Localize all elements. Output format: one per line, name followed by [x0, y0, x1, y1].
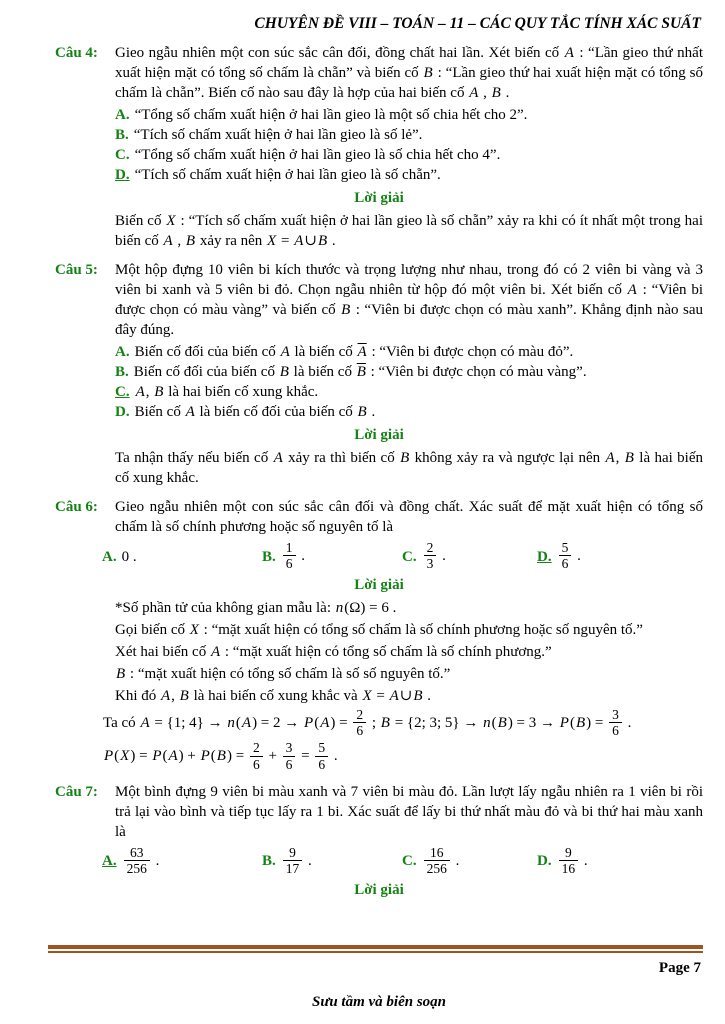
option-value: 0 . — [121, 548, 137, 565]
question-number: Câu 5: — [55, 262, 98, 278]
document-header — [55, 14, 701, 34]
options-row — [102, 846, 703, 877]
header-title: CHUYÊN ĐỀ VIII – TOÁN – 11 – CÁC QUY TẮC TÍNH XÁC SUẤT — [254, 15, 701, 32]
math-variable: $\overline{A}$ — [357, 344, 367, 360]
question-row — [55, 260, 703, 340]
page-footer — [0, 945, 725, 1012]
option-letter: C. — [115, 147, 130, 163]
math-variable: B — [575, 715, 586, 732]
math-variable: X — [166, 213, 176, 229]
math-variable: P — [559, 715, 569, 732]
solution-formula: Ta có A = {1; 4} → n(A) = 2 → P(A) = $\frac{2}{6}$ ; B = {2; 3; 5} → n(B) = 3 → P(B) = $\frac{3}{6}$ . — [103, 707, 632, 739]
math-variable: A — [605, 450, 615, 466]
math-variable: B — [491, 85, 501, 101]
math-variable: P — [304, 715, 314, 732]
fraction: $\frac{5}{6}$ — [559, 540, 572, 571]
option-c — [115, 145, 703, 165]
math-variable: A — [627, 282, 637, 298]
option-letter: D. — [537, 548, 552, 565]
question-block-5 — [0, 260, 725, 488]
fraction: $\frac{3}{6}$ — [609, 707, 622, 738]
math-variable: B — [341, 302, 351, 318]
math-variable: X — [362, 688, 372, 705]
option-value: $\frac{9}{16}$ . — [557, 846, 588, 877]
option-value: $\frac{2}{3}$ . — [422, 541, 446, 572]
math-variable: X — [189, 622, 199, 639]
option-a — [102, 547, 262, 567]
option-d — [537, 541, 581, 572]
option-value: $\frac{1}{6}$ . — [281, 541, 305, 572]
solution-heading: Lời giải — [354, 427, 404, 443]
math-variable: B — [423, 65, 433, 81]
question-block-6 — [0, 497, 725, 773]
math-variable: P — [200, 748, 210, 765]
option-letter: A. — [102, 548, 117, 565]
math-variable: A — [140, 715, 150, 732]
solution-heading: Lời giải — [354, 881, 404, 898]
solution-paragraph: Xét hai biến cố A : “mặt xuất hiện có tổng số chấm là số chính phương.” — [115, 644, 552, 661]
fraction: $\frac{63}{256}$ — [124, 845, 150, 876]
math-variable: B — [185, 233, 196, 249]
solution-paragraph: Biến cố X : “Tích số chấm xuất hiện ở hai lần gieo là số chẵn” xảy ra khi có ít nhất một trong hai biến cố A , B xảy ra nên X = A∪B . — [115, 213, 703, 249]
option-letter: C. — [402, 548, 417, 565]
option-letter: A. — [102, 853, 117, 870]
solution-heading: Lời giải — [354, 190, 404, 206]
math-variable: B — [216, 748, 226, 765]
math-variable: A — [185, 404, 195, 420]
option-b — [115, 125, 703, 145]
solution — [103, 598, 703, 772]
math-variable: n — [227, 715, 235, 732]
option-letter: D. — [537, 853, 552, 870]
solution — [115, 211, 703, 251]
option-letter: D. — [115, 167, 130, 183]
math-variable: A — [469, 85, 479, 101]
option-b — [115, 362, 703, 382]
option-a — [102, 846, 262, 877]
option-c — [402, 846, 537, 877]
fraction: $\frac{9}{17}$ — [283, 845, 303, 876]
footer-rule — [48, 945, 703, 953]
math-variable: A — [294, 233, 304, 249]
option-letter: B. — [262, 853, 276, 870]
question-block-4 — [0, 43, 725, 251]
question-text: Gieo ngẫu nhiên một con súc sắc cân đối và đồng chất. Xác suất để mặt xuất hiện có tổng số chấm là số chính phương hoặc số nguyên tố là — [115, 499, 703, 535]
question-row — [55, 43, 703, 103]
question-text: Một bình đựng 9 viên bi màu xanh và 7 viên bi màu đỏ. Lần lượt lấy ngẫu nhiên ra 1 viên bi rồi trả lại vào bình và tiếp tục lấy ra 1 bi. Xác suất để lấy bi thứ nhất màu đỏ và bi thứ hai màu xanh là — [115, 783, 703, 840]
question-text: Gieo ngẫu nhiên một con súc sắc cân đối, đồng chất hai lần. Xét biến cố A : “Lần gieo thứ nhất xuất hiện mặt có tổng số chấm là chẵn” và biến cố B : “Lần gieo thứ hai xuất hiện mặt có tổng số chấm là chẵn”. Biến cố nào sau đây là hợp của hai biến cố A , B . — [115, 45, 703, 101]
option-letter: C. — [402, 853, 417, 870]
solution-paragraph: Khi đó A, B là hai biến cố xung khắc và X = A∪B . — [115, 688, 432, 705]
fraction: $\frac{9}{16}$ — [559, 845, 579, 876]
math-variable: A — [320, 715, 330, 732]
fraction: $\frac{3}{6}$ — [283, 740, 296, 771]
option-text: Biến cố đối của biến cố B là biến cố $\overline{B}$ : “Viên bi được chọn có màu vàng”. — [133, 364, 587, 380]
option-d — [537, 846, 588, 877]
math-variable: A — [168, 748, 178, 765]
page-number: Page 7 — [658, 960, 701, 976]
option-value: $\frac{16}{256}$ . — [422, 846, 460, 877]
question-text: Một hộp đựng 10 viên bi kích thước và trọng lượng như nhau, trong đó có 2 viên bi vàng và 3 viên bi xanh và 5 viên bi đỏ. Chọn ngẫu nhiên từ hộp đó một viên bi. Xét biến cố A : “Viên bi được chọn có màu vàng” và biến cố B : “Viên bi được chọn có màu xanh”. Khẳng định nào sau đây đúng. — [115, 262, 703, 338]
math-variable: B — [317, 233, 328, 249]
option-b — [262, 846, 402, 877]
fraction: $\frac{16}{256}$ — [424, 845, 450, 876]
option-text: Biến cố đối của biến cố A là biến cố $\overline{A}$ : “Viên bi được chọn có màu đỏ”. — [134, 344, 574, 360]
option-value: $\frac{5}{6}$ . — [557, 541, 581, 572]
math-variable: A — [273, 450, 283, 466]
math-variable: B — [413, 688, 423, 705]
fraction: $\frac{2}{6}$ — [250, 740, 263, 771]
solution-paragraph: *Số phần tử của không gian mẫu là: n(Ω) = 6 . — [115, 600, 397, 617]
option-text: Biến cố A là biến cố đối của biến cố B . — [134, 404, 376, 420]
option-c — [115, 382, 703, 402]
math-variable: A — [210, 644, 221, 661]
options-list — [115, 105, 703, 185]
fraction: $\frac{2}{6}$ — [353, 707, 366, 738]
option-letter: B. — [262, 548, 276, 565]
option-a — [115, 105, 703, 125]
math-variable: B — [400, 450, 410, 466]
math-variable: B — [179, 688, 189, 705]
math-variable: P — [104, 748, 114, 765]
math-variable: $\overline{B}$ — [356, 364, 366, 380]
question-number: Câu 7: — [55, 783, 98, 800]
math-variable: A — [241, 715, 252, 732]
math-variable: B — [380, 715, 390, 732]
option-c — [402, 541, 537, 572]
math-variable: B — [497, 715, 507, 732]
option-text: “Tổng số chấm xuất hiện ở hai lần gieo là số chia hết cho 4”. — [134, 147, 501, 163]
option-letter: B. — [115, 127, 129, 143]
option-text: “Tích số chấm xuất hiện ở hai lần gieo là số lẻ”. — [133, 127, 423, 143]
math-variable: B — [116, 666, 126, 683]
option-d — [115, 402, 703, 422]
math-variable: P — [152, 748, 162, 765]
option-letter: A. — [115, 107, 130, 123]
option-value: $\frac{9}{17}$ . — [281, 846, 312, 877]
math-variable: A — [280, 344, 290, 360]
question-row — [55, 782, 703, 842]
option-a — [115, 342, 703, 362]
question-number: Câu 4: — [55, 45, 98, 61]
option-letter: B. — [115, 364, 129, 380]
solution-paragraph: B : “mặt xuất hiện có tổng số chấm là số số nguyên tố.” — [116, 666, 451, 683]
math-variable: n — [483, 715, 491, 732]
solution-paragraph: Ta nhận thấy nếu biến cố A xảy ra thì biến cố B không xảy ra và ngược lại nên A, B là hai biến cố xung khắc. — [115, 450, 703, 486]
option-text: “Tổng số chấm xuất hiện ở hai lần gieo là một số chia hết cho 2”. — [134, 107, 528, 123]
math-variable: A — [135, 384, 145, 400]
solution-heading: Lời giải — [354, 577, 404, 594]
math-variable: A — [163, 233, 173, 249]
question-block-7 — [0, 782, 725, 900]
option-letter: A. — [115, 344, 130, 360]
option-text: “Tích số chấm xuất hiện ở hai lần gieo là số chẵn”. — [134, 167, 441, 183]
question-number: Câu 6: — [55, 499, 98, 515]
math-variable: B — [279, 364, 289, 380]
math-variable: B — [357, 404, 367, 420]
fraction: $\frac{1}{6}$ — [283, 540, 296, 571]
math-variable: A — [161, 688, 171, 705]
option-letter: C. — [115, 384, 130, 400]
math-variable: A — [389, 688, 399, 705]
option-b — [262, 541, 402, 572]
option-d — [115, 165, 703, 185]
math-variable: X — [120, 748, 130, 765]
math-variable: X — [267, 233, 277, 249]
options-list — [115, 342, 703, 422]
math-variable: n — [335, 600, 344, 617]
math-variable: B — [624, 450, 634, 466]
footer-credit: Sưu tầm và biên soạn — [311, 994, 446, 1010]
question-row — [55, 497, 703, 537]
fraction: $\frac{2}{3}$ — [424, 540, 437, 571]
option-text: A, B là hai biến cố xung khắc. — [135, 384, 319, 400]
solution-formula: P(X) = P(A) + P(B) = $\frac{2}{6}$ + $\frac{3}{6}$ = $\frac{5}{6}$ . — [104, 740, 338, 772]
option-value: $\frac{63}{256}$ . — [122, 846, 160, 877]
option-letter: D. — [115, 404, 130, 420]
fraction: $\frac{5}{6}$ — [315, 740, 328, 771]
math-variable: A — [564, 45, 574, 61]
solution-paragraph: Gọi biến cố X : “mặt xuất hiện có tổng số chấm là số chính phương hoặc số nguyên tố.” — [115, 622, 643, 639]
solution — [115, 448, 703, 488]
math-variable: B — [154, 384, 164, 400]
options-row — [102, 541, 703, 572]
